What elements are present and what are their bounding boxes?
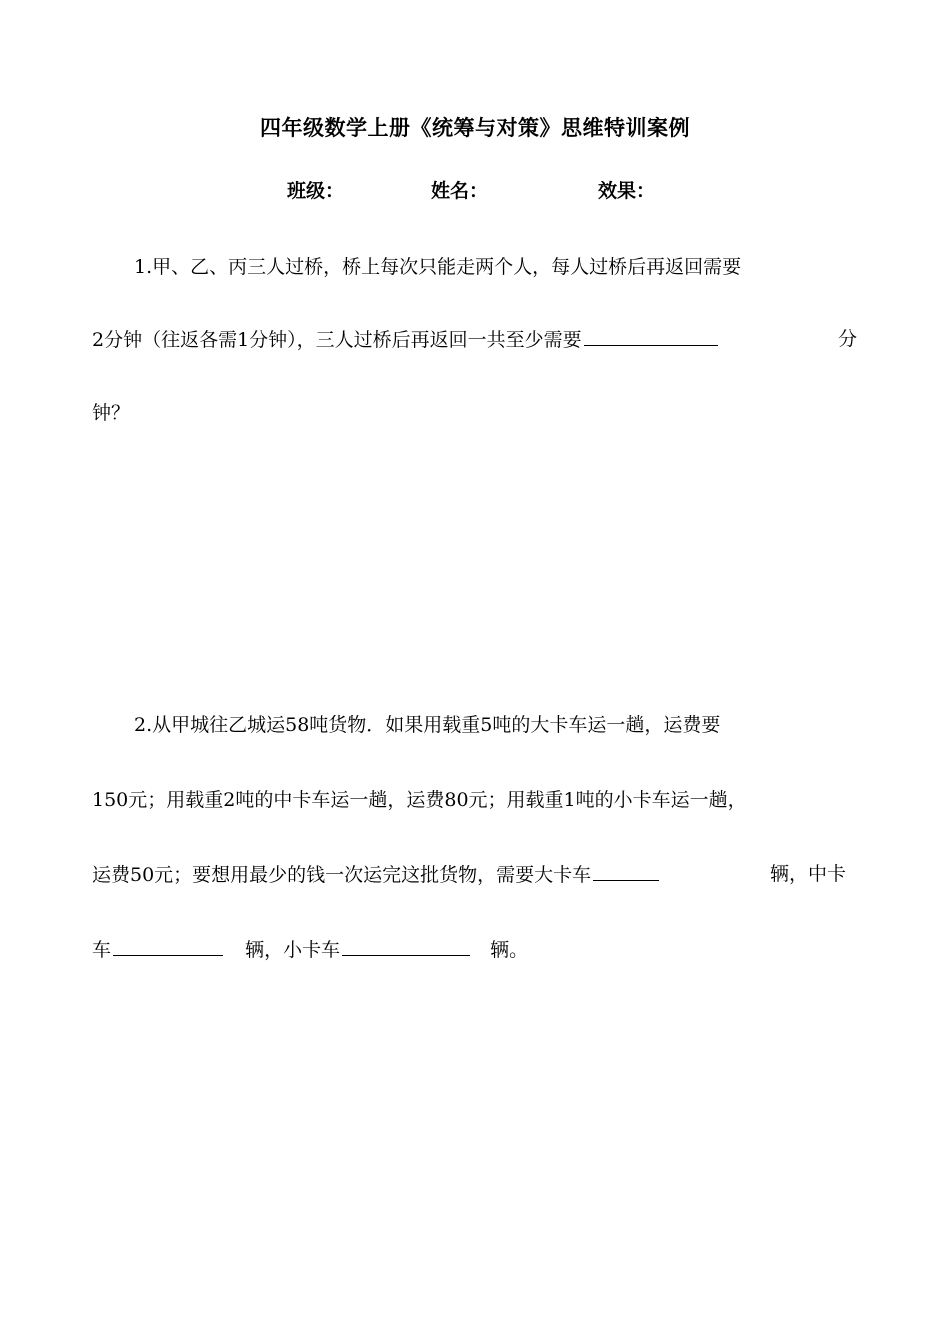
q1-line-1: 1.甲、乙、丙三人过桥，桥上每次只能走两个人，每人过桥后再返回需要 [134,256,742,278]
q1-line-2-unit: 分 [838,328,858,350]
q2-line-2: 150元；用载重2吨的中卡车运一趟，运费80元；用载重1吨的小卡车运一趟， [92,789,747,811]
name-label: 姓名： [431,180,489,202]
q2-line-4-c: 辆。 [490,939,529,961]
q2-line-4-a: 车 [92,939,112,961]
medium-truck-blank[interactable] [113,937,223,956]
q2-line-4 [92,937,528,962]
q2-line-3-unit: 辆，中卡 [770,863,847,885]
class-label: 班级： [287,180,345,202]
q1-line-2-text: 2分钟（往返各需1分钟），三人过桥后再返回一共至少需要 [92,329,582,351]
result-label: 效果： [598,180,656,202]
q2-line-3 [92,862,661,887]
q1-line-3: 钟？ [92,402,131,424]
q1-line-2 [92,327,720,352]
q1-answer-blank[interactable] [584,327,718,346]
q2-line-4-b: 辆，小卡车 [245,939,341,961]
large-truck-blank[interactable] [593,862,659,881]
page-title: 四年级数学上册《统筹与对策》思维特训案例 [260,116,690,140]
q2-line-3-text: 运费50元；要想用最少的钱一次运完这批货物，需要大卡车 [92,864,592,886]
q2-line-1: 2.从甲城往乙城运58吨货物．如果用载重5吨的大卡车运一趟，运费要 [134,714,721,736]
small-truck-blank[interactable] [342,937,470,956]
